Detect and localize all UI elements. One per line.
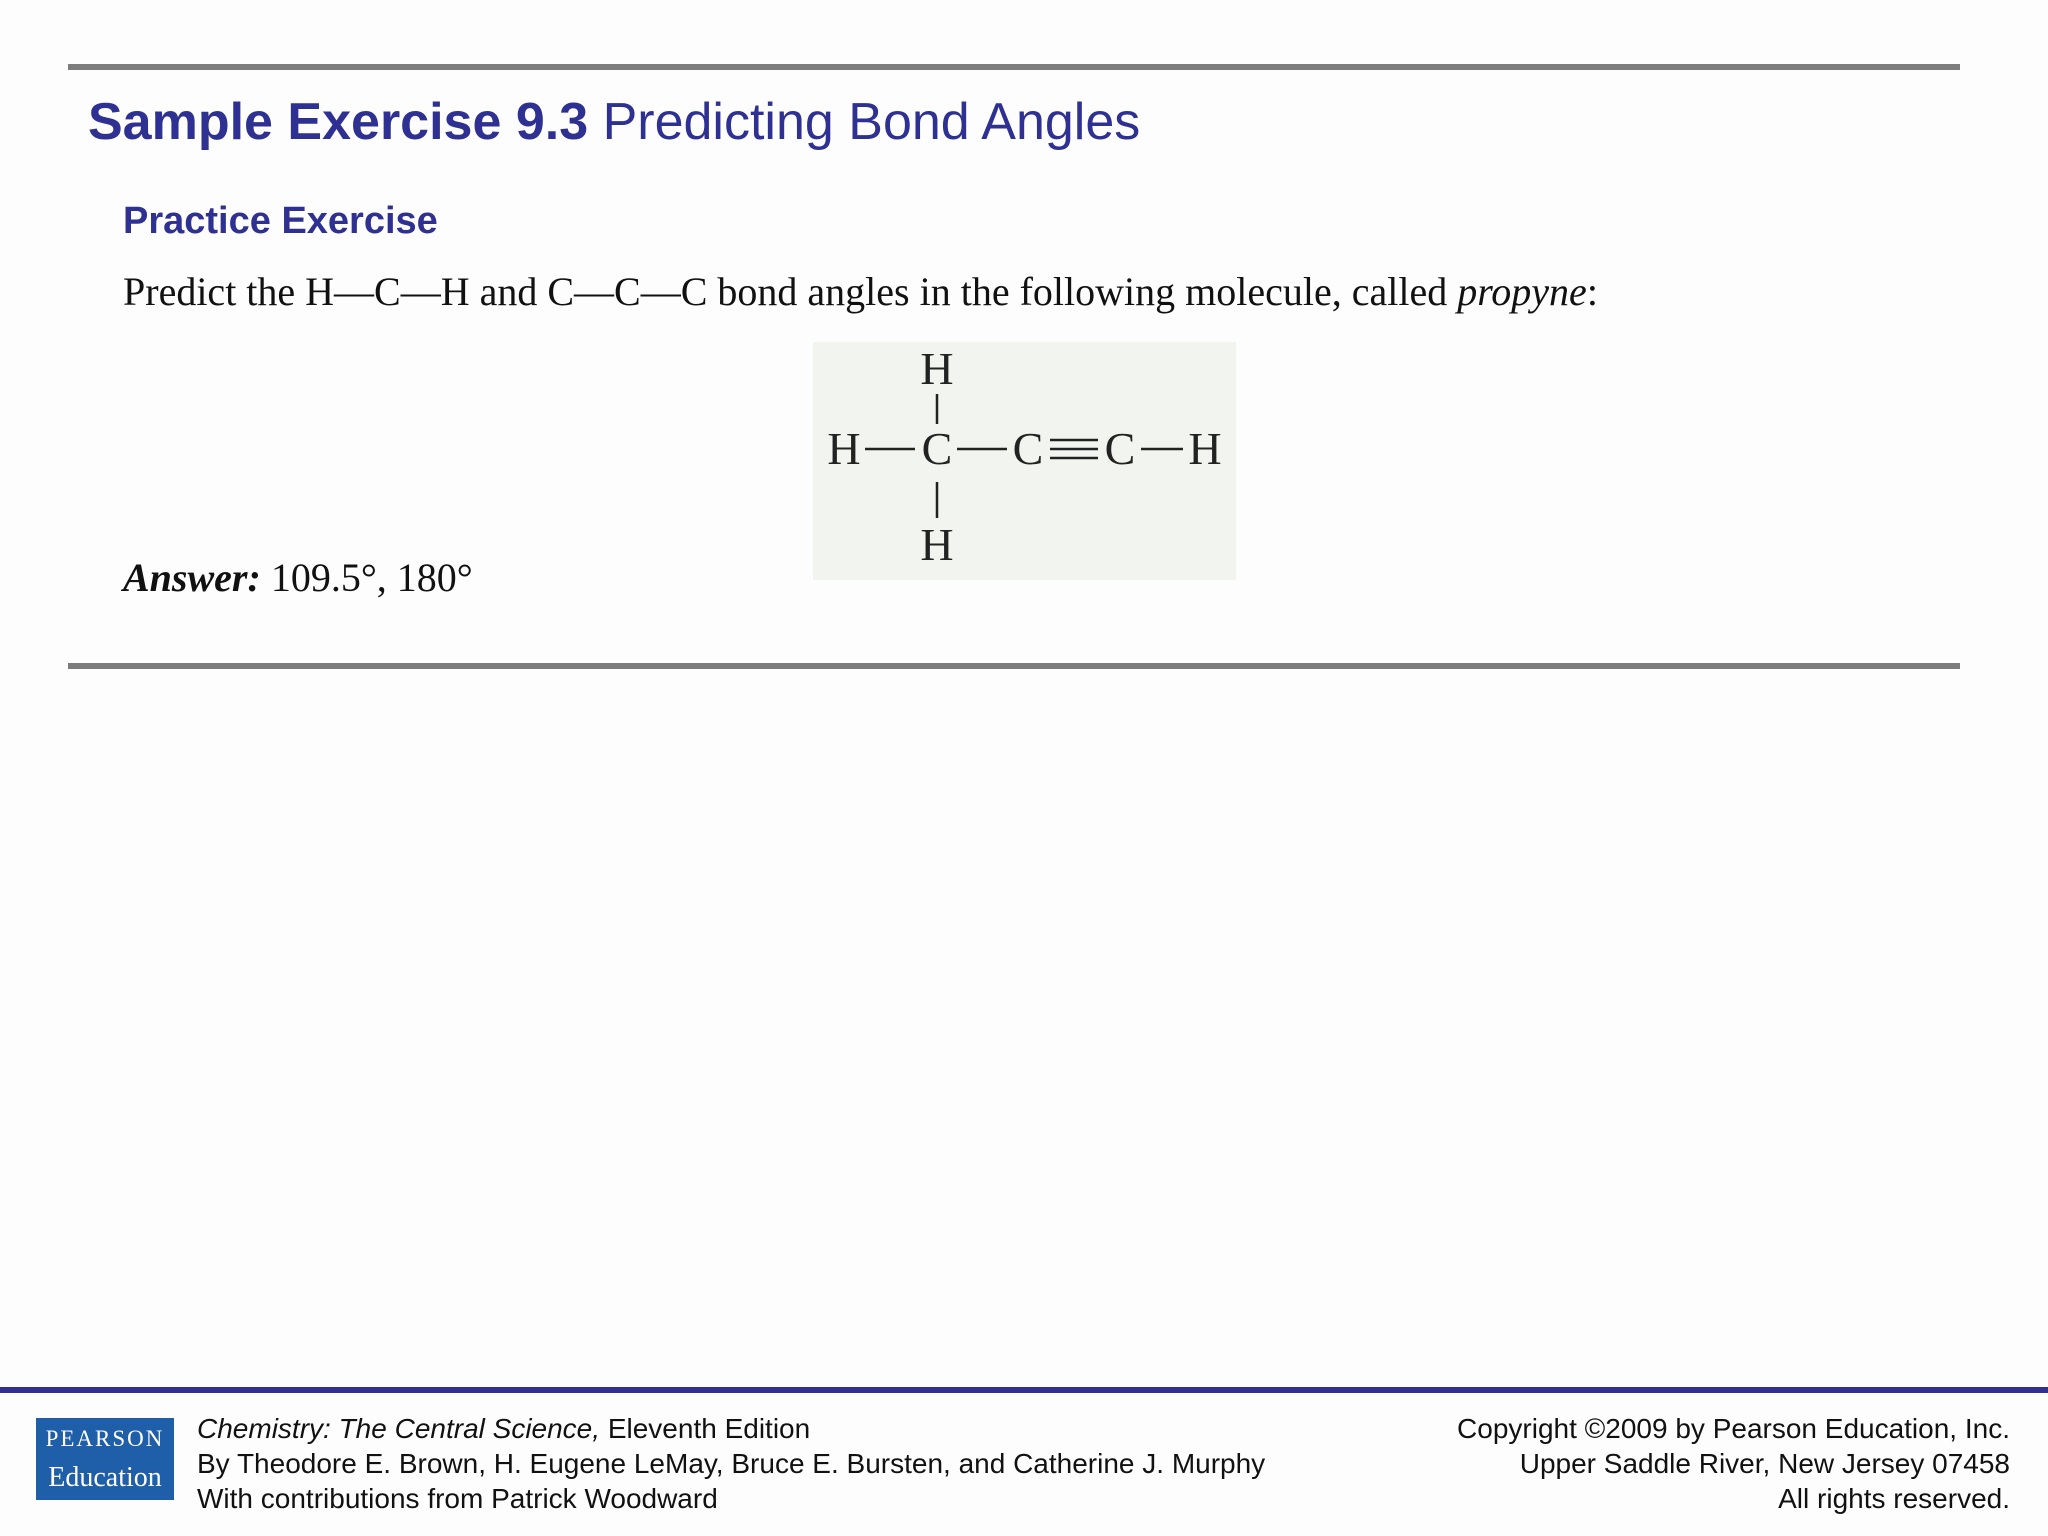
atom-right-h: H — [1188, 423, 1222, 474]
pearson-education-logo — [36, 1418, 174, 1500]
atom-bottom-h: H — [920, 519, 954, 570]
copyright-line-1: Copyright ©2009 by Pearson Education, Inc. — [1457, 1413, 2010, 1444]
footer-divider — [0, 1387, 2048, 1393]
slide-title — [88, 92, 1140, 152]
atom-left-h: H — [827, 423, 861, 474]
triple-bond-c2-c3 — [1050, 440, 1098, 458]
book-credits — [197, 1411, 1265, 1516]
book-title: Chemistry: The Central Science, — [197, 1413, 601, 1444]
copyright-line-3: All rights reserved. — [1778, 1483, 2010, 1514]
question-main: Predict the H—C—H and C—C—C bond angles in the following molecule, called — [123, 269, 1448, 314]
exercise-number: Sample Exercise 9.3 — [88, 93, 589, 151]
book-authors: By Theodore E. Brown, H. Eugene LeMay, Bruce E. Bursten, and Catherine J. Murphy — [197, 1448, 1266, 1479]
atom-c3: C — [1104, 423, 1136, 474]
book-title-line — [197, 1411, 1265, 1446]
answer-text — [123, 554, 473, 601]
atom-c2: C — [1012, 423, 1044, 474]
top-divider — [68, 64, 1960, 70]
bottom-divider — [68, 663, 1960, 669]
exercise-topic: Predicting Bond Angles — [602, 93, 1141, 151]
book-edition: Eleventh Edition — [607, 1413, 811, 1444]
practice-exercise-heading: Practice Exercise — [123, 200, 438, 242]
logo-education-text: Education — [48, 1462, 162, 1493]
book-contributions: With contributions from Patrick Woodward — [197, 1483, 718, 1514]
question-end: : — [1586, 269, 1598, 314]
answer-value: 109.5°, 180° — [270, 555, 473, 600]
answer-label: Answer: — [123, 555, 261, 600]
copyright-notice — [1457, 1411, 2010, 1516]
question-text — [123, 268, 1598, 315]
copyright-line-2: Upper Saddle River, New Jersey 07458 — [1519, 1448, 2010, 1479]
logo-pearson-text: PEARSON — [45, 1426, 165, 1451]
propyne-structure-drawing — [813, 342, 1236, 580]
question-term: propyne — [1457, 269, 1587, 314]
atom-c1: C — [921, 423, 953, 474]
atom-top-h: H — [920, 343, 954, 394]
propyne-structure — [813, 342, 1236, 580]
